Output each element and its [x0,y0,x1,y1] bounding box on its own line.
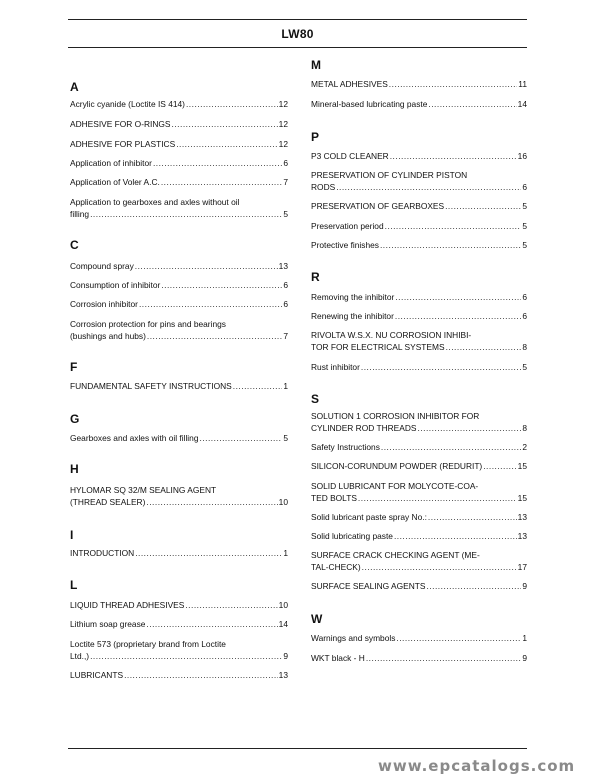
index-entry[interactable] [311,150,527,162]
index-entry-page: 1 [283,548,288,558]
index-entry-text: (THREAD SEALER) [70,497,146,507]
section-letter-i: I [70,528,74,542]
index-entry[interactable] [311,580,527,592]
dot-leader [336,181,521,193]
dot-leader [358,492,517,504]
dot-leader [172,118,278,130]
index-entry[interactable] [311,169,527,193]
index-entry-text-line1: SURFACE CRACK CHECKING AGENT (ME- [311,550,480,560]
index-entry-text: Lithium soap grease [70,619,146,629]
index-entry-text: Mineral-based lubricating paste [311,99,428,109]
index-entry-page: 13 [517,531,527,541]
index-entry-page: 8 [522,423,527,433]
index-entry-page: 6 [283,280,288,290]
dot-leader [135,547,282,559]
header-bottom-rule [68,47,527,48]
dot-leader [90,650,282,662]
dot-leader [385,220,522,232]
index-entry-text: ADHESIVE FOR PLASTICS [70,139,176,149]
index-entry-text-line1: SOLID LUBRICANT FOR MOLYCOTE-COA- [311,481,479,491]
dot-leader [135,260,278,272]
dot-leader [483,460,516,472]
index-entry-text: WKT black - H [311,653,365,663]
index-entry-text: filling [70,209,90,219]
index-entry-text: (bushings and hubs) [70,331,146,341]
dot-leader [199,432,282,444]
index-entry-text: Solid lubricating paste [311,531,393,541]
dot-leader [362,561,517,573]
dot-leader [233,380,283,392]
dot-leader [445,200,521,212]
dot-leader [124,669,278,681]
dot-leader [390,150,517,162]
index-entry[interactable] [311,329,527,353]
index-entry-text: METAL ADHESIVES [311,79,388,89]
index-entry-page: 11 [518,79,527,89]
index-entry-page: 1 [283,381,288,391]
index-entry-page: 15 [517,461,527,471]
index-entry-text: Consumption of inhibitor [70,280,161,290]
index-entry-text: Protective finishes [311,240,379,250]
index-entry[interactable] [70,318,288,342]
index-entry-text: INTRODUCTION [70,548,135,558]
index-entry-page: 10 [278,497,288,507]
dot-leader [90,208,282,220]
index-entry[interactable] [311,361,527,373]
section-letter-w: W [311,612,323,626]
index-entry-page: 9 [283,651,288,661]
dot-leader [381,441,521,453]
index-entry[interactable] [70,618,288,630]
dot-leader [146,496,277,508]
index-entry-text: Warnings and symbols [311,633,396,643]
section-letter-p: P [311,130,320,144]
index-entry-page: 5 [522,362,527,372]
dot-leader [361,361,521,373]
index-entry[interactable] [70,484,288,508]
index-entry-text-line1: HYLOMAR SQ 32/M SEALING AGENT [70,485,217,495]
dot-leader [389,78,518,90]
index-entry-text: Ltd.,) [70,651,90,661]
section-letter-h: H [70,462,79,476]
index-entry[interactable] [70,432,288,444]
index-entry-text: Preservation period [311,221,384,231]
section-letter-r: R [311,270,320,284]
index-entry-page: 12 [278,139,288,149]
index-entry-text: SILICON-CORUNDUM POWDER (REDURIT) [311,461,483,471]
index-entry-page: 1 [522,633,527,643]
index-entry[interactable] [311,480,527,504]
dot-leader [395,310,521,322]
dot-leader [428,511,517,523]
dot-leader [396,632,521,644]
section-letter-m: M [311,58,321,72]
index-entry-text: TAL-CHECK) [311,562,361,572]
index-entry-text: Removing the inhibitor [311,292,395,302]
index-entry-text-line1: Corrosion protection for pins and bearings [70,319,226,329]
index-entry-page: 15 [517,493,527,503]
index-entry[interactable] [70,638,288,662]
index-entry-page: 5 [522,201,527,211]
page-title: LW80 [281,27,314,41]
index-entry[interactable] [70,157,288,169]
index-entry-text: Compound spray [70,261,134,271]
index-entry-text: Application of Voler A.C. [70,177,160,187]
dot-leader [417,422,521,434]
index-entry[interactable] [311,98,527,110]
index-entry[interactable] [70,298,288,310]
dot-leader [380,239,521,251]
index-entry[interactable] [70,260,288,272]
section-letter-g: G [70,412,80,426]
dot-leader [146,618,277,630]
index-entry[interactable] [70,279,288,291]
index-entry[interactable] [311,239,527,251]
index-entry-page: 12 [278,99,288,109]
index-entry-page: 5 [283,209,288,219]
index-entry-page: 16 [517,151,527,161]
index-entry[interactable] [70,118,288,130]
index-entry-text: Solid lubricant paste spray No.: [311,512,427,522]
index-entry[interactable] [70,98,288,110]
index-entry[interactable] [311,460,527,472]
index-entry-text: TOR FOR ELECTRICAL SYSTEMS [311,342,445,352]
index-entry[interactable] [311,410,527,434]
dot-leader [139,298,282,310]
section-letter-l: L [70,578,78,592]
dot-leader [446,341,522,353]
section-letter-c: C [70,238,79,252]
index-entry-text: Application of inhibitor [70,158,152,168]
index-entry[interactable] [311,652,527,664]
index-entry[interactable] [311,549,527,573]
index-entry[interactable] [70,196,288,220]
index-entry-text: Acrylic cyanide (Loctite IS 414) [70,99,185,109]
index-entry-page: 6 [283,299,288,309]
section-letter-s: S [311,392,320,406]
dot-leader [394,530,517,542]
footer-rule [68,748,527,749]
index-entry[interactable] [70,380,288,392]
index-entry-text: LUBRICANTS [70,670,124,680]
dot-leader [395,291,521,303]
index-entry[interactable] [311,632,527,644]
index-entry-text-line1: Application to gearboxes and axles without oil [70,197,240,207]
index-entry-page: 2 [522,442,527,452]
index-entry-text: P3 COLD CLEANER [311,151,389,161]
index-entry-text: SURFACE SEALING AGENTS [311,581,426,591]
dot-leader [185,599,277,611]
index-entry-page: 9 [522,653,527,663]
dot-leader [427,580,522,592]
dot-leader [366,652,522,664]
index-entry-page: 6 [522,182,527,192]
dot-leader [153,157,282,169]
dot-leader [161,176,282,188]
index-entry-text-line1: PRESERVATION OF CYLINDER PISTON [311,170,468,180]
index-entry[interactable] [70,547,288,559]
index-entry[interactable] [311,78,527,90]
index-entry-text-line1: SOLUTION 1 CORROSION INHIBITOR FOR [311,411,480,421]
index-entry-page: 10 [278,600,288,610]
section-letter-a: A [70,80,79,94]
index-entry-page: 5 [522,221,527,231]
index-entry[interactable] [70,176,288,188]
header-top-rule [68,19,527,20]
index-entry-page: 7 [283,177,288,187]
dot-leader [428,98,516,110]
index-entry[interactable] [311,441,527,453]
index-entry[interactable] [311,511,527,523]
index-entry-page: 6 [522,311,527,321]
index-entry-page: 13 [278,670,288,680]
index-entry-page: 7 [283,331,288,341]
index-entry[interactable] [311,310,527,322]
index-entry-page: 6 [522,292,527,302]
index-entry-text: CYLINDER ROD THREADS [311,423,417,433]
index-entry-text: ADHESIVE FOR O-RINGS [70,119,171,129]
index-entry[interactable] [311,291,527,303]
index-entry-page: 5 [522,240,527,250]
index-entry-page: 12 [278,119,288,129]
index-entry-text: Safety Instructions [311,442,380,452]
index-entry-text: RODS [311,182,336,192]
index-entry[interactable] [70,599,288,611]
index-entry-page: 13 [278,261,288,271]
index-entry-text: Corrosion inhibitor [70,299,138,309]
index-entry-page: 17 [517,562,527,572]
dot-leader [147,330,282,342]
index-entry-text: Rust inhibitor [311,362,360,372]
index-entry[interactable] [70,138,288,150]
index-entry[interactable] [311,200,527,212]
index-entry-text: Gearboxes and axles with oil filling [70,433,199,443]
index-entry-page: 8 [522,342,527,352]
index-entry-page: 14 [278,619,288,629]
index-entry-text: PRESERVATION OF GEARBOXES [311,201,445,211]
index-entry-text: LIQUID THREAD ADHESIVES [70,600,185,610]
index-entry[interactable] [70,669,288,681]
index-entry-text-line1: RIVOLTA W.S.X. NU CORROSION INHIBI- [311,330,472,340]
index-entry[interactable] [311,530,527,542]
index-entry-text: FUNDAMENTAL SAFETY INSTRUCTIONS [70,381,232,391]
index-entry-page: 9 [522,581,527,591]
index-entry-page: 14 [517,99,527,109]
dot-leader [161,279,282,291]
section-letter-f: F [70,360,78,374]
dot-leader [186,98,278,110]
index-entry[interactable] [311,220,527,232]
dot-leader [176,138,277,150]
index-entry-text-line1: Loctite 573 (proprietary brand from Loctite [70,639,226,649]
index-entry-text: Renewing the inhibitor [311,311,394,321]
index-entry-text: TED BOLTS [311,493,357,503]
index-entry-page: 6 [283,158,288,168]
index-entry-page: 13 [517,512,527,522]
watermark: www.epcatalogs.com [378,757,576,775]
index-entry-page: 5 [283,433,288,443]
